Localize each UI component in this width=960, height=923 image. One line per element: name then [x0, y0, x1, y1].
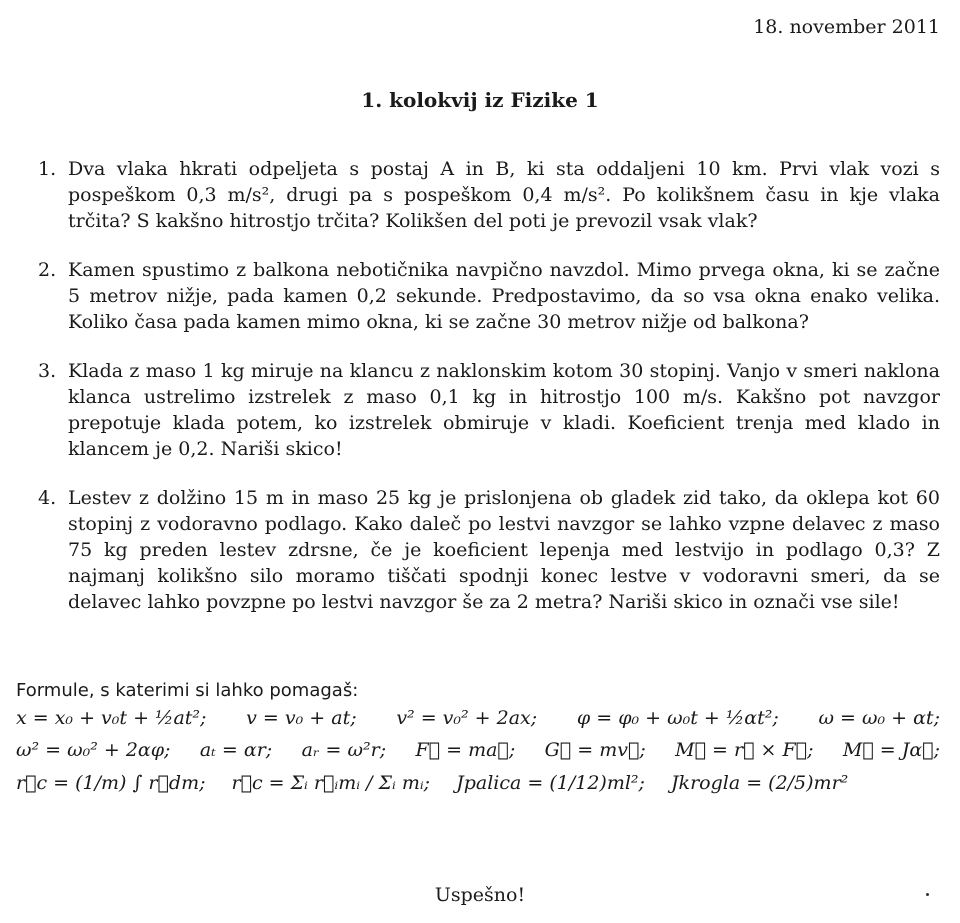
problem-4 [38, 485, 940, 615]
formula: F⃗ = ma⃗; [415, 739, 516, 761]
problem-number: 1. [38, 158, 57, 180]
formula: G⃗ = mv⃗; [544, 739, 646, 761]
problem-2 [38, 257, 940, 335]
formula: M⃗ = r⃗ × F⃗; [675, 739, 814, 761]
problem-number: 2. [38, 259, 57, 281]
formula: φ = φ₀ + ω₀t + ½αt²; [576, 707, 779, 729]
closing-text: Uspešno! [434, 884, 526, 906]
problem-number: 3. [38, 360, 57, 382]
formula: aₜ = αr; [199, 739, 273, 761]
problem-text: Lestev z dolžino 15 m in maso 25 kg je prislonjena ob gladek zid tako, da oklepa kot 60 stopinj z vodoravno podlago. Kako daleč po lestvi navzgor se lahko vzpne delavec z maso 75 kg preden lestev zdrsne, če je koeficient lepenja med lestvijo in podlago 0,3? Z najmanj kolikšno silo moramo tiščati spodnji konec lestve v vodoravni smeri, da se delavec lahko povzpne po lestvi navzgor še za 2 metra? Nariši skico in označi vse sile! [68, 487, 940, 613]
problem-text: Dva vlaka hkrati odpeljeta s postaj A in B, ki sta oddaljeni 10 km. Prvi vlak vozi s pospeškom 0,3 m/s², drugi pa s pospeškom 0,4 m/s². Po kolikšnem času in kje vlaka trčita? S kakšno hitrostjo trčita? Kolikšen del poti je prevozil vsak vlak? [68, 158, 940, 232]
formula-line-3 [16, 772, 940, 794]
formula: ω² = ω₀² + 2αφ; [16, 739, 171, 761]
speck [926, 893, 929, 896]
formula: Jkrogla = (2/5)mr² [670, 772, 849, 794]
formula: v = v₀ + at; [246, 707, 357, 729]
problem-number: 4. [38, 487, 57, 509]
formulas-label: Formule, s katerimi si lahko pomagaš: [16, 680, 359, 701]
formula: r⃗c = (1/m) ∫ r⃗dm; [16, 772, 206, 794]
problem-list [38, 156, 940, 638]
problem-text: Klada z maso 1 kg miruje na klancu z naklonskim kotom 30 stopinj. Vanjo v smeri naklona klanca ustrelimo izstrelek z maso 0,1 kg in hitrostjo 100 m/s. Kakšno pot navzgor prepotuje klada potem, ko izstrelek obmiruje v kladi. Koeficient trenja med klado in klancem je 0,2. Nariši skico! [68, 360, 940, 460]
problem-text: Kamen spustimo z balkona nebotičnika navpično navzdol. Mimo prvega okna, ki se začne 5 metrov nižje, pada kamen 0,2 sekunde. Predpostavimo, da so vsa okna enako velika. Koliko časa pada kamen mimo okna, ki se začne 30 metrov nižje od balkona? [68, 259, 940, 333]
formula: x = x₀ + v₀t + ½at²; [16, 707, 207, 729]
formula: r⃗c = Σᵢ r⃗ᵢmᵢ / Σᵢ mᵢ; [231, 772, 431, 794]
date: 18. november 2011 [753, 16, 940, 38]
formula-line-2 [16, 739, 940, 761]
page-title: 1. kolokvij iz Fizike 1 [361, 88, 599, 112]
formula: v² = v₀² + 2ax; [396, 707, 538, 729]
formula: ω = ω₀ + αt; [818, 707, 940, 729]
problem-3 [38, 358, 940, 462]
formula: aᵣ = ω²r; [301, 739, 387, 761]
formula: M⃗ = Jα⃗; [842, 739, 940, 761]
formula: Jpalica = (1/12)ml²; [456, 772, 645, 794]
problem-1 [38, 156, 940, 234]
formula-line-1 [16, 707, 940, 729]
